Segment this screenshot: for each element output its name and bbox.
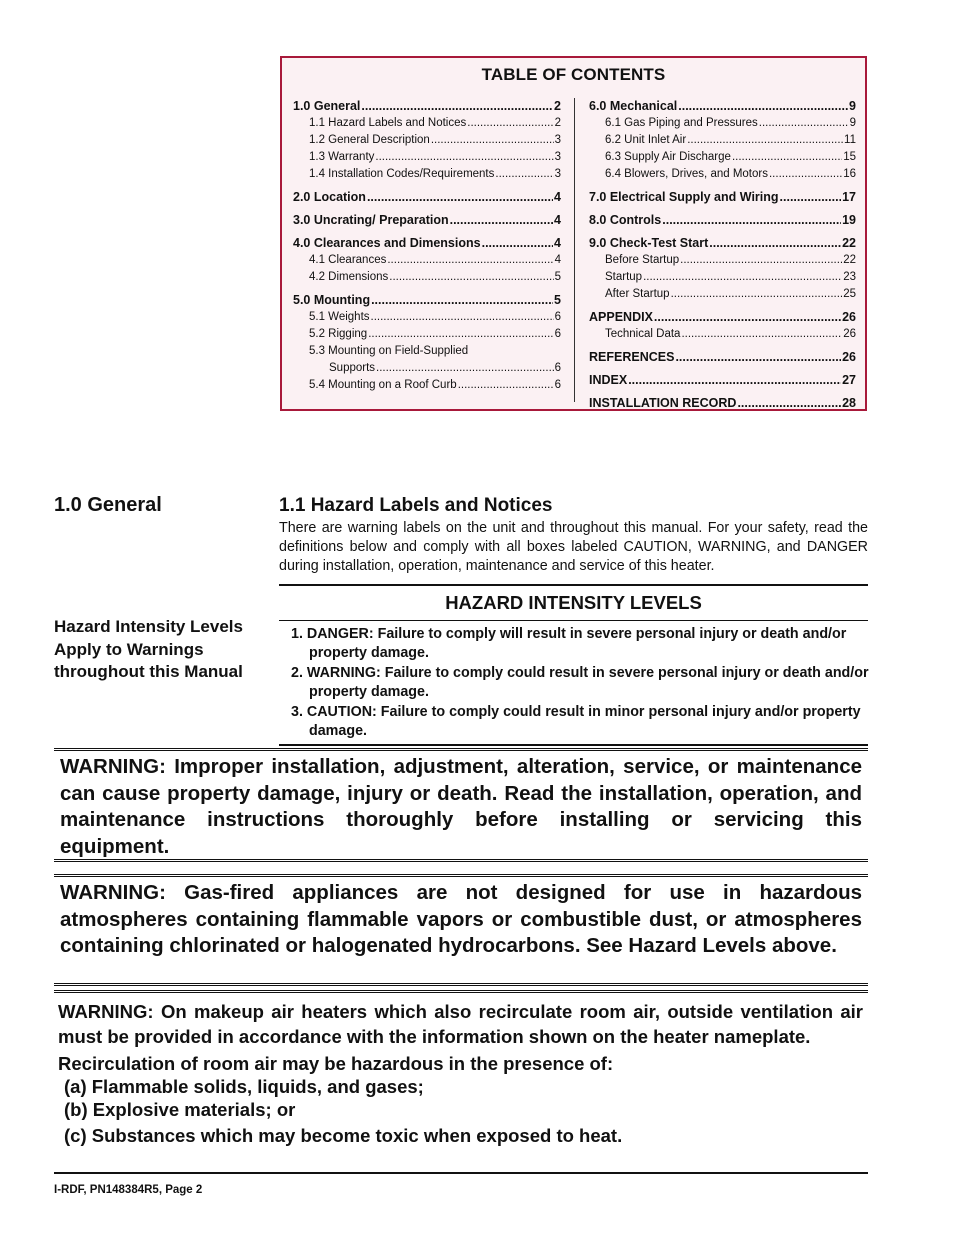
hazard-list: [279, 621, 868, 740]
toc-leader-dots: [780, 189, 842, 206]
warning-text: WARNING: Gas-fired appliances are not designed for use in hazardous atmospheres containing flammable vapors or combustible dust, or atmospheres containing chlorinated or halogenated hydrocarbons. See Hazard Levels above.: [60, 881, 862, 957]
toc-leader-dots: [675, 349, 841, 366]
toc-entry-page: 25: [843, 288, 856, 300]
toc-entry-title: 5.1 Weights: [309, 311, 370, 323]
toc-entry-title: 1.3 Warranty: [309, 151, 375, 163]
hazard-item-danger: 1. DANGER: Failure to comply will result in severe personal injury or death and/or property damage.: [291, 626, 847, 661]
toc-entry-title: 4.1 Clearances: [309, 254, 387, 266]
toc-entry-page: 23: [843, 271, 856, 283]
toc-entry: [589, 269, 856, 286]
toc-entry-page: 6: [554, 362, 561, 374]
toc-entry-title: 5.3 Mounting on Field-Supplied: [309, 345, 469, 357]
toc-entry-page: 19: [842, 213, 856, 227]
toc-entry-title: INSTALLATION RECORD: [589, 396, 737, 410]
toc-entry-page: 22: [843, 254, 856, 266]
toc-leader-dots: [687, 132, 843, 149]
toc-entry-title: 1.2 General Description: [309, 134, 430, 146]
toc-entry-page: 6: [554, 311, 561, 323]
toc-entry: [293, 377, 561, 394]
warning-text: WARNING: On makeup air heaters which also recirculate room air, outside ventilation air must be provided in accordance with the information shown on the heater nameplate.: [58, 1001, 863, 1047]
toc-entry: [589, 395, 856, 412]
toc-entry: [293, 269, 561, 286]
toc-entry-page: 9: [849, 99, 856, 113]
toc-leader-dots: [671, 286, 843, 303]
page-footer: I-RDF, PN148384R5, Page 2: [54, 1184, 203, 1196]
toc-leader-dots: [662, 212, 841, 229]
toc-entry-page: 27: [842, 373, 856, 387]
toc-leader-dots: [732, 149, 842, 166]
toc-entry: [293, 292, 561, 309]
toc-entry-title: 6.3 Supply Air Discharge: [605, 151, 731, 163]
warning-box-hazardous-atmospheres: [54, 874, 868, 986]
toc-entry-title: 6.0 Mechanical: [589, 99, 678, 113]
toc-entry: [293, 235, 561, 252]
toc-leader-dots: [759, 115, 849, 132]
toc-leader-dots: [495, 166, 553, 183]
toc-entry: [589, 286, 856, 303]
toc-left-column: [293, 98, 561, 394]
toc-entry-title: REFERENCES: [589, 350, 675, 364]
toc-leader-dots: [375, 149, 553, 166]
toc-entry-page: 4: [554, 213, 561, 227]
toc-entry-page: 17: [842, 190, 856, 204]
side-note: Hazard Intensity Levels Apply to Warnings throughout this Manual: [54, 617, 243, 681]
toc-entry: [293, 98, 561, 115]
toc-entry: [589, 252, 856, 269]
hazard-levels-box: [279, 584, 868, 746]
toc-entry-page: 11: [844, 134, 856, 146]
toc-entry-title: 6.1 Gas Piping and Pressures: [605, 117, 758, 129]
toc-entry-title: After Startup: [605, 288, 670, 300]
toc-leader-dots: [654, 309, 841, 326]
toc-leader-dots: [389, 269, 553, 286]
toc-entry: [589, 115, 856, 132]
toc-leader-dots: [769, 166, 842, 183]
toc-entry-title: 9.0 Check-Test Start: [589, 236, 709, 250]
toc-entry-page: 4: [554, 236, 561, 250]
toc-entry-title: Technical Data: [605, 328, 681, 340]
toc-entry: [293, 212, 561, 229]
toc-leader-dots: [376, 360, 554, 377]
warning-box-recirculation: [54, 990, 868, 1174]
toc-entry-title: 8.0 Controls: [589, 213, 662, 227]
toc-entry-title: INDEX: [589, 373, 628, 387]
toc-entry: [589, 326, 856, 343]
toc-entry: [589, 166, 856, 183]
toc-leader-dots: [709, 235, 841, 252]
toc-leader-dots: [361, 98, 553, 115]
toc-entry-title: 7.0 Electrical Supply and Wiring: [589, 190, 779, 204]
hazard-item-warning: 2. WARNING: Failure to comply could result in severe personal injury or death and/or property damage.: [291, 665, 869, 700]
toc-entry-page: 2: [554, 99, 561, 113]
toc-entry: [589, 98, 856, 115]
toc-entry-page: 26: [842, 310, 856, 324]
toc-entry: [293, 149, 561, 166]
toc-entry: [293, 360, 561, 377]
hazard-item-caution: 3. CAUTION: Failure to comply could result in minor personal injury and/or property damage.: [291, 704, 861, 739]
toc-entry-page: 4: [554, 254, 561, 266]
warning-subtext: Recirculation of room air may be hazardous in the presence of:: [58, 1053, 614, 1074]
toc-entry-page: 26: [843, 328, 856, 340]
toc-entry-page: 15: [843, 151, 856, 163]
toc-leader-dots: [482, 235, 553, 252]
toc-entry-page: 9: [849, 117, 856, 129]
toc-leader-dots: [431, 132, 554, 149]
toc-entry-page: 28: [842, 396, 856, 410]
toc-entry: [589, 189, 856, 206]
toc-entry-title: 5.4 Mounting on a Roof Curb: [309, 379, 457, 391]
toc-entry-page: 16: [843, 168, 856, 180]
toc-entry-page: 3: [554, 134, 561, 146]
toc-entry-page: 22: [842, 236, 856, 250]
warning-list-item: (c) Substances which may become toxic when exposed to heat.: [64, 1125, 623, 1146]
toc-leader-dots: [371, 292, 553, 309]
toc-leader-dots: [371, 309, 554, 326]
toc-entry: [293, 343, 561, 360]
warning-list-item: (b) Explosive materials; or: [64, 1099, 296, 1120]
toc-leader-dots: [467, 115, 553, 132]
toc-entry-title: 4.2 Dimensions: [309, 271, 389, 283]
toc-entry-title: 2.0 Location: [293, 190, 366, 204]
toc-entry-title: 6.2 Unit Inlet Air: [605, 134, 687, 146]
toc-entry-title: 5.0 Mounting: [293, 293, 371, 307]
toc-entry-page: 3: [554, 168, 561, 180]
toc-entry: [293, 326, 561, 343]
table-of-contents: [280, 56, 867, 411]
subsection-heading: 1.1 Hazard Labels and Notices: [279, 495, 553, 516]
toc-entry-page: 6: [554, 379, 561, 391]
toc-leader-dots: [681, 326, 842, 343]
toc-entry: [589, 235, 856, 252]
toc-entry-title: APPENDIX: [589, 310, 653, 324]
toc-entry-title: Startup: [605, 271, 643, 283]
toc-leader-dots: [450, 212, 553, 229]
toc-leader-dots: [678, 98, 848, 115]
toc-entry-title: 1.1 Hazard Labels and Notices: [309, 117, 467, 129]
toc-title: TABLE OF CONTENTS: [481, 65, 666, 84]
toc-leader-dots: [628, 372, 841, 389]
toc-entry-title: 4.0 Clearances and Dimensions: [293, 236, 481, 250]
toc-entry: [293, 252, 561, 269]
toc-leader-dots: [387, 252, 553, 269]
toc-leader-dots: [680, 252, 842, 269]
intro-paragraph: There are warning labels on the unit and throughout this manual. For your safety, read the definitions below and comply with all boxes labeled CAUTION, WARNING, and DANGER during installation, operation, maintenance and service of this heater.: [279, 520, 868, 574]
toc-entry-page: 26: [842, 350, 856, 364]
section-heading: 1.0 General: [54, 494, 162, 516]
toc-leader-dots: [737, 395, 841, 412]
warning-text: WARNING: Improper installation, adjustment, alteration, service, or maintenance can cause property damage, injury or death. Read the installation, operation, and maintenance instructions thoroughly before installing or servicing this equipment.: [60, 755, 862, 858]
toc-entry-title: 1.0 General: [293, 99, 361, 113]
toc-entry-page: 5: [554, 293, 561, 307]
toc-entry-page: 5: [554, 271, 561, 283]
toc-entry: [293, 115, 561, 132]
toc-entry-title: Supports: [329, 362, 376, 374]
toc-entry: [589, 372, 856, 389]
toc-divider: [574, 98, 575, 402]
warning-box-improper-installation: [54, 748, 868, 862]
toc-right-column: [589, 98, 856, 412]
toc-entry-title: 6.4 Blowers, Drives, and Motors: [605, 168, 768, 180]
toc-entry: [293, 189, 561, 206]
toc-leader-dots: [367, 189, 553, 206]
toc-entry-page: 2: [554, 117, 561, 129]
toc-entry: [293, 132, 561, 149]
toc-entry-title: 5.2 Rigging: [309, 328, 368, 340]
toc-entry-page: 4: [554, 190, 561, 204]
toc-entry: [589, 349, 856, 366]
toc-entry: [589, 149, 856, 166]
warning-list-item: (a) Flammable solids, liquids, and gases;: [64, 1076, 424, 1097]
toc-leader-dots: [643, 269, 842, 286]
toc-entry: [589, 132, 856, 149]
toc-entry: [293, 309, 561, 326]
toc-entry-page: 6: [554, 328, 561, 340]
toc-entry-title: 1.4 Installation Codes/Requirements: [309, 168, 495, 180]
toc-entry: [293, 166, 561, 183]
toc-entry-title: Before Startup: [605, 254, 680, 266]
toc-leader-dots: [368, 326, 553, 343]
toc-leader-dots: [458, 377, 554, 394]
toc-entry-title: 3.0 Uncrating/ Preparation: [293, 213, 449, 227]
toc-entry-page: 3: [554, 151, 561, 163]
toc-entry: [589, 309, 856, 326]
hazard-title: HAZARD INTENSITY LEVELS: [445, 592, 702, 613]
toc-entry: [589, 212, 856, 229]
